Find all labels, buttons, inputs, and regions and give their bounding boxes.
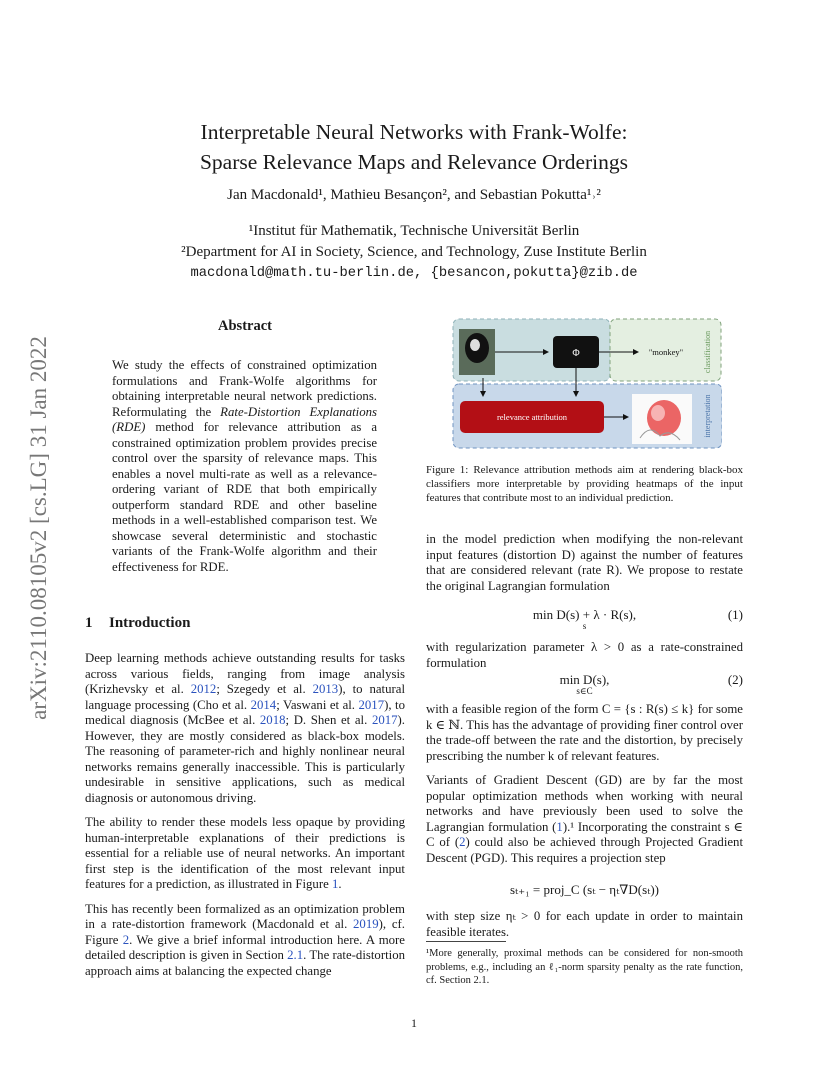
citation-link[interactable]: 2012 — [190, 682, 217, 696]
section-ref-link[interactable]: 2.1 — [287, 948, 304, 962]
right-paragraph-2: with regularization parameter λ > 0 as a rate-constrained formulation — [426, 640, 743, 670]
equation-1-number: (1) — [727, 607, 743, 622]
figure-1 — [452, 318, 722, 450]
affiliation-1: ¹Institut für Mathematik, Technische Universität Berlin — [248, 223, 580, 239]
title-line-2: Sparse Relevance Maps and Relevance Orderings — [199, 150, 629, 174]
figure-ref-link[interactable]: 1 — [331, 877, 339, 891]
citation-link[interactable]: 2017 — [371, 713, 398, 727]
right-paragraph-4: Variants of Gradient Descent (GD) are by far the most popular optimization methods when working with neural networks and have previously been used to solve the Lagrangian formulation (1).¹ Incorporating the constraint s ∈ C of (2) could also be achieved through Projected Gradient Descent (PGD). This requires a projection step — [426, 773, 744, 865]
phi-label: Φ — [572, 348, 580, 359]
page-number: 1 — [411, 1016, 417, 1030]
abstract-heading: Abstract — [218, 318, 272, 334]
intro-paragraph-1: Deep learning methods achieve outstanding results for tasks across various fields, ranging from image analysis (Krizhevsky et al. 2012; Szegedy et al. 2013), to natural language processing (Cho et al. 2014; Vaswani et al. 2017), to medical diagnosis (McBee et al. 2018; D. Shen et al. 2017). However, they are mostly considered as black-box models. The reasoning of parameter-rich and highly nonlinear neural networks remains generally inaccessible. This is particularly undesirable in sensitive applications, such as medical diagnosis or autonomous driving. — [85, 651, 406, 805]
abstract-italic: Rate-Distortion Explanations (RDE) — [112, 404, 377, 434]
output-label: "monkey" — [648, 347, 684, 357]
right-paragraph-1: in the model prediction when modifying the non-relevant input features (distortion D) against the number of features that are considered relevant (rate R). We propose to restate the original Lagrangian formulation — [426, 532, 743, 593]
equation-ref-link[interactable]: 2 — [459, 835, 466, 849]
section-heading — [85, 615, 190, 632]
citation-link[interactable]: 2013 — [312, 682, 339, 696]
footnote: ¹More generally, proximal methods can be considered for non-smooth problems, e.g., including an ℓ₁-norm sparsity penalty as the rate function, cf. Section 2.1. — [426, 948, 743, 986]
equation-1-sub: s — [582, 621, 587, 631]
interpretation-side-label: interpretation — [703, 394, 712, 438]
intro-paragraph-3: This has recently been formalized as an optimization problem in a rate-distortion framework (Macdonald et al. 2019), cf. Figure 2. We give a brief informal introduction here. A more detailed description is given in Section 2.1. The rate-distortion approach aims at balancing the expected change — [85, 901, 405, 978]
authors: Jan Macdonald¹, Mathieu Besançon², and Sebastian Pokutta¹˒² — [227, 187, 601, 203]
emails: macdonald@math.tu-berlin.de, {besancon,pokutta}@zib.de — [190, 266, 638, 281]
abstract-text-a: We study the effects of constrained optimization formulations and Frank-Wolfe algorithms for obtaining interpretable neural network predictions. Reformulating the — [112, 358, 377, 419]
intro-paragraph-2: The ability to render these models less opaque by providing human-interpretable explanations of their predictions is essential for a reliable use of neural networks. An important first step is the identification of the most relevant input features for a prediction, as illustrated in Figure 1. — [85, 815, 405, 891]
abstract-text — [112, 358, 377, 575]
classification-side-label: classification — [703, 330, 712, 374]
citation-link[interactable]: 2019 — [353, 917, 379, 931]
title-line-1: Interpretable Neural Networks with Frank-Wolfe: — [200, 120, 628, 144]
paper-title — [0, 117, 828, 177]
equation-1-body: min D(s) + λ · R(s), — [532, 607, 637, 622]
equation-2-body: min D(s), — [559, 672, 610, 687]
section-number: 1 — [85, 615, 93, 631]
equation-2-number: (2) — [727, 672, 743, 687]
figure-1-diagram — [452, 318, 722, 450]
figure-1-caption: Figure 1: Relevance attribution methods aim at rendering black-box classifiers more interpretable by providing heatmaps of the input features that contribute most to an individual prediction. — [426, 464, 743, 504]
arxiv-stamp — [27, 293, 51, 763]
footnote-rule — [426, 941, 506, 942]
equation-2 — [426, 672, 743, 700]
citation-link[interactable]: 2017 — [358, 697, 385, 712]
right-paragraph-5: with step size ηₜ > 0 for each update in order to maintain feasible iterates. — [426, 909, 743, 939]
affiliation-2: ²Department for AI in Society, Science, and Technology, Zuse Institute Berlin — [181, 244, 647, 260]
equation-3 — [426, 882, 743, 900]
figure-ref-link[interactable]: 2 — [122, 932, 130, 947]
right-paragraph-3: with a feasible region of the form C = {s : R(s) ≤ k} for some k ∈ ℕ. This has the advantage of providing finer control over the trade-off between the rate and the distortion, by precisely prescribing the number k of relevant features. — [426, 702, 743, 763]
relevance-label: relevance attribution — [496, 412, 568, 422]
intro-text — [85, 651, 405, 988]
equation-1 — [426, 607, 743, 635]
equation-3-body: sₜ₊₁ = proj_C (sₜ − ηₜ∇D(sₜ)) — [510, 882, 659, 897]
section-title: Introduction — [109, 615, 191, 631]
equation-2-sub: s∈C — [576, 686, 593, 696]
equation-ref-link[interactable]: 1 — [556, 819, 563, 834]
abstract-text-b: method for relevance attribution as a constrained optimization problem provides precise control over the sparsity of relevance maps. This enables a novel multi-rate as well as a relevance-ordering variant of RDE that both empirically outperform standard RDE and other baseline methods in a well-established comparison test. We showcase several deterministic and stochastic variants of the Frank-Wolfe algorithm and their effectiveness for RDE. — [112, 420, 377, 574]
citation-link[interactable]: 2018 — [259, 713, 286, 727]
affiliations — [0, 221, 828, 284]
arxiv-id: arXiv:2110.08105v2 [cs.LG] 31 Jan 2022 — [26, 336, 51, 720]
citation-link[interactable]: 2014 — [250, 697, 277, 712]
